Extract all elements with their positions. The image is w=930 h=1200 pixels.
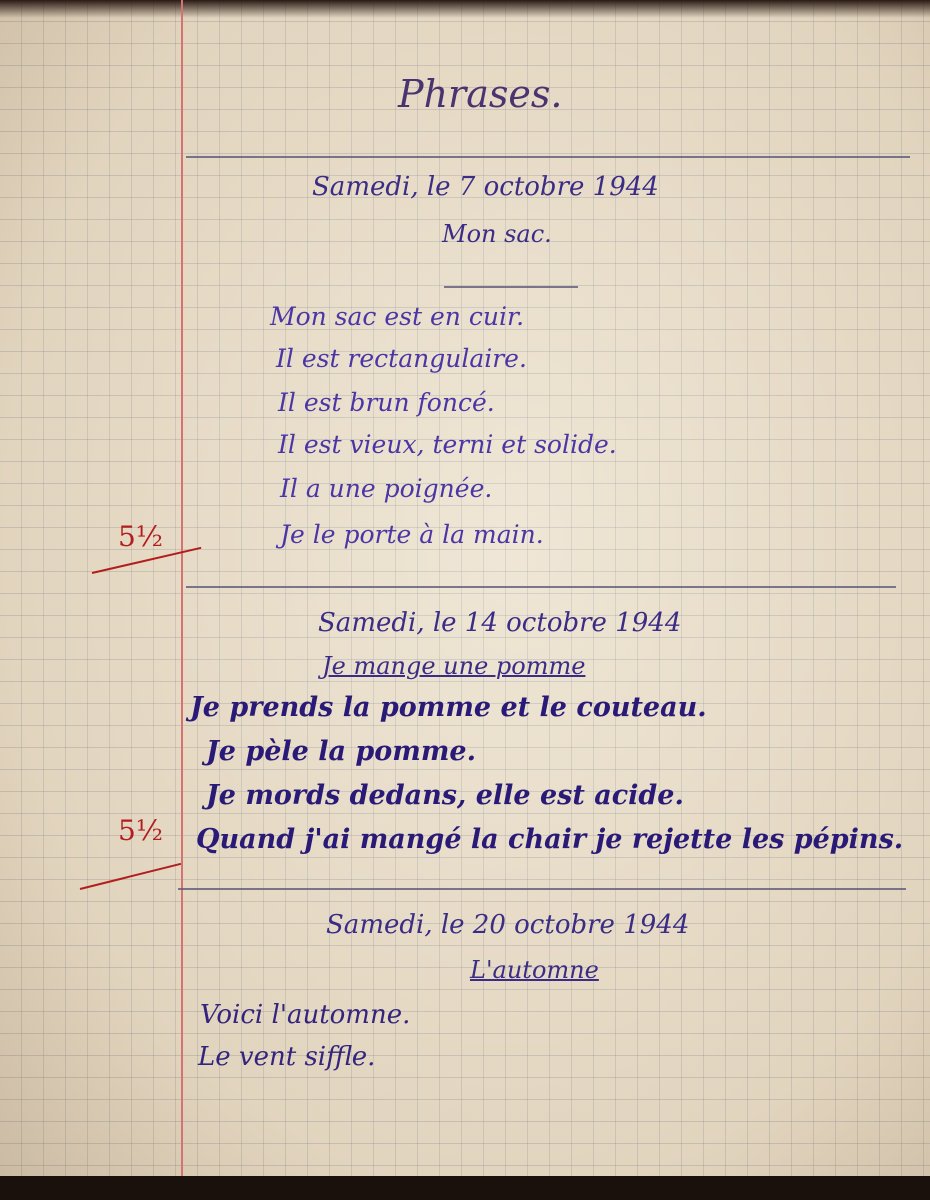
grade-underline [80,863,181,890]
sentence-line: Je prends la pomme et le couteau. [190,692,707,723]
sentence-line: Je mords dedans, elle est acide. [206,780,684,811]
entry-date: Samedi, le 7 octobre 1944 [312,172,659,202]
page-bottom-edge [0,1176,930,1200]
grade-mark: 5½ [118,520,163,553]
entry-date: Samedi, le 14 octobre 1944 [318,608,682,638]
sentence-line: Je pèle la pomme. [206,736,476,767]
section-divider [178,888,906,890]
section-divider [186,586,896,588]
page-top-edge [0,0,930,18]
sentence-line: Quand j'ai mangé la chair je rejette les pépins. [196,824,904,855]
entry-subtitle: Je mange une pomme [322,652,586,680]
sentence-line: Le vent siffle. [198,1042,376,1072]
sentence-line: Il a une poignée. [280,474,493,503]
entry-subtitle: Mon sac. [442,220,552,248]
sentence-line: Mon sac est en cuir. [270,302,525,331]
page-title: Phrases. [398,72,563,116]
margin-line [181,0,183,1180]
grade-mark: 5½ [118,814,163,847]
sentence-line: Il est vieux, terni et solide. [278,430,617,459]
sentence-line: Je le porte à la main. [280,520,544,549]
title-rule [186,156,910,158]
sentence-line: Il est brun foncé. [278,388,495,417]
subtitle-rule [444,286,578,288]
sentence-line: Voici l'automne. [200,1000,411,1030]
entry-date: Samedi, le 20 octobre 1944 [326,910,690,940]
sentence-line: Il est rectangulaire. [276,344,527,373]
entry-subtitle: L'automne [470,956,599,984]
